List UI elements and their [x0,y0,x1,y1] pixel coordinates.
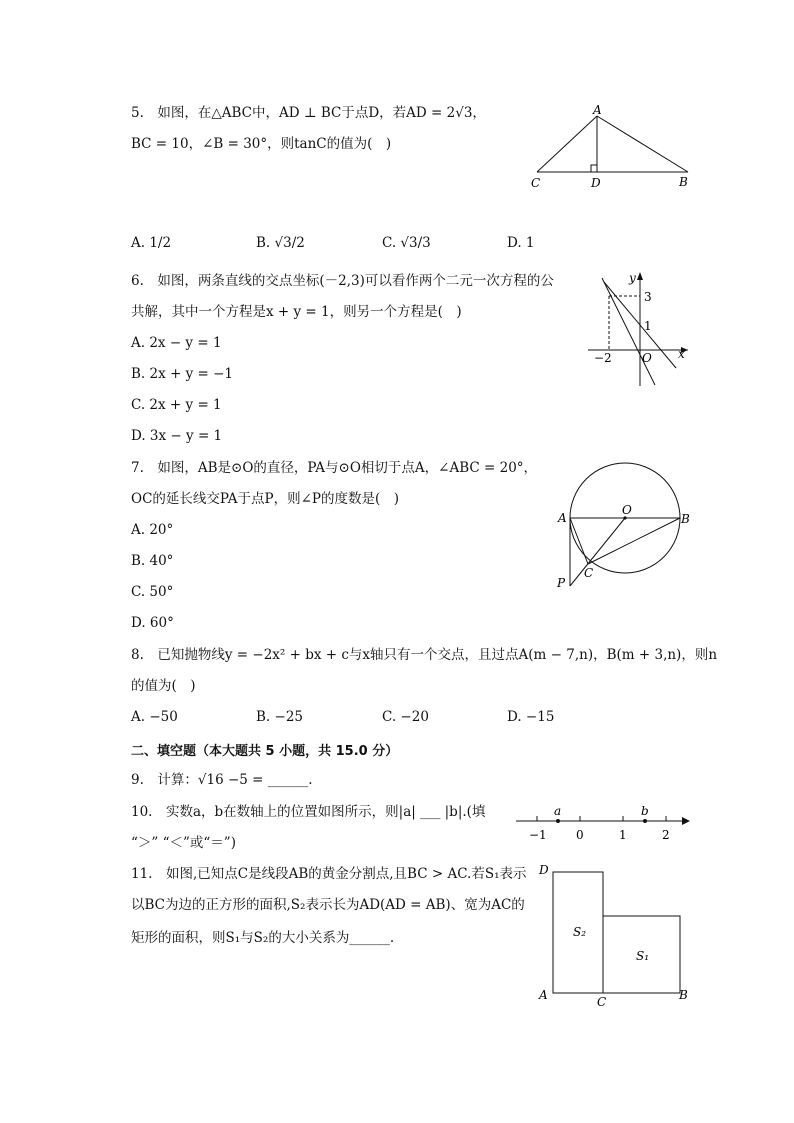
q10-tick-minus1: −1 [529,828,547,842]
q5-label-D: D [591,176,601,190]
q6-line1: 6. 如图，两条直线的交点坐标(－2,3)可以看作两个二元一次方程的公 [131,273,554,289]
q7-label-P: P [557,576,566,590]
q5-label-A: A [593,103,602,117]
q11-label-A: A [539,988,548,1002]
q11-label-B: B [679,988,688,1002]
q6-option-c: C. 2x + y = 1 [131,397,222,413]
q10-line1: 10. 实数a，b在数轴上的位置如图所示，则|a| ___ |b|.(填 [131,804,486,820]
q7-label-C: C [584,566,594,580]
q10-line2: “＞” “＜”或“＝”) [131,835,236,851]
q8-option-d: D. −15 [507,709,555,725]
q8-option-c: C. −20 [382,709,429,725]
q5-figure [525,100,700,195]
q6-option-a: A. 2x − y = 1 [131,335,222,351]
q10-number-line [510,800,695,845]
q5-option-b: B. √3/2 [256,235,305,251]
q10-label-a: a [554,804,562,818]
q7-line2: OC的延长线交PA于点P，则∠P的度数是( ) [131,491,400,507]
q6-label-minus2: −2 [594,351,612,365]
q6-label-y: y [629,271,636,285]
q5-label-B: B [679,175,688,189]
q11-label-C: C [597,995,607,1009]
q6-label-3: 3 [644,290,652,304]
q7-option-d: D. 60° [131,615,174,631]
q8-option-b: B. −25 [256,709,303,725]
q10-tick-1: 1 [619,828,627,842]
q6-figure [580,268,695,393]
q11-line3: 矩形的面积，则S₁与S₂的大小关系为______. [131,930,395,946]
q7-option-c: C. 50° [131,584,174,600]
q6-label-1: 1 [644,319,652,333]
q6-option-b: B. 2x + y = −1 [131,366,234,382]
q7-line1: 7. 如图，AB是⊙O的直径，PA与⊙O相切于点A，∠ABC = 20°， [131,460,538,476]
q7-label-A: A [558,511,567,525]
q11-line1: 11. 如图,已知点C是线段AB的黄金分割点,且BC > AC.若S₁表示 [131,866,527,882]
q10-tick-2: 2 [662,828,670,842]
q7-label-B: B [681,512,690,526]
q11-label-S2: S₂ [573,925,587,939]
q8-option-a: A. −50 [131,709,178,725]
q7-option-b: B. 40° [131,553,174,569]
q6-option-d: D. 3x − y = 1 [131,428,223,444]
q7-label-O: O [622,503,632,517]
q5-option-a: A. 1/2 [131,235,172,251]
q7-figure [550,460,700,595]
q6-label-o: O [642,351,652,365]
q10-label-b: b [641,804,649,818]
section-heading-fill-in: 二、填空题（本大题共 5 小题，共 15.0 分） [131,744,399,759]
q11-figure [535,862,695,1012]
q6-line2: 共解，其中一个方程是x + y = 1，则另一个方程是( ) [131,304,462,320]
q8-line1: 8. 已知抛物线y = −2x² + bx + c与x轴只有一个交点，且过点A(m − 7,n)，B(m + 3,n)，则n [131,647,718,663]
q5-line2: BC = 10，∠B = 30°，则tanC的值为( ) [131,136,392,152]
q5-label-C: C [531,176,541,190]
q7-option-a: A. 20° [131,522,174,538]
q11-label-D: D [539,863,549,877]
q9-line: 9. 计算：√16 −5 = ______. [131,772,313,788]
q11-line2: 以BC为边的正方形的面积,S₂表示长为AD(AD = AB)、宽为AC的 [131,897,525,913]
q5-option-c: C. √3/3 [382,235,431,251]
q5-line1: 5. 如图，在△ABC中，AD ⊥ BC于点D，若AD = 2√3， [131,105,486,121]
q8-line2: 的值为( ) [131,678,196,694]
q6-label-x: x [678,347,685,361]
q11-label-S1: S₁ [636,949,650,963]
q10-tick-0: 0 [576,828,584,842]
q5-option-d: D. 1 [507,235,535,251]
